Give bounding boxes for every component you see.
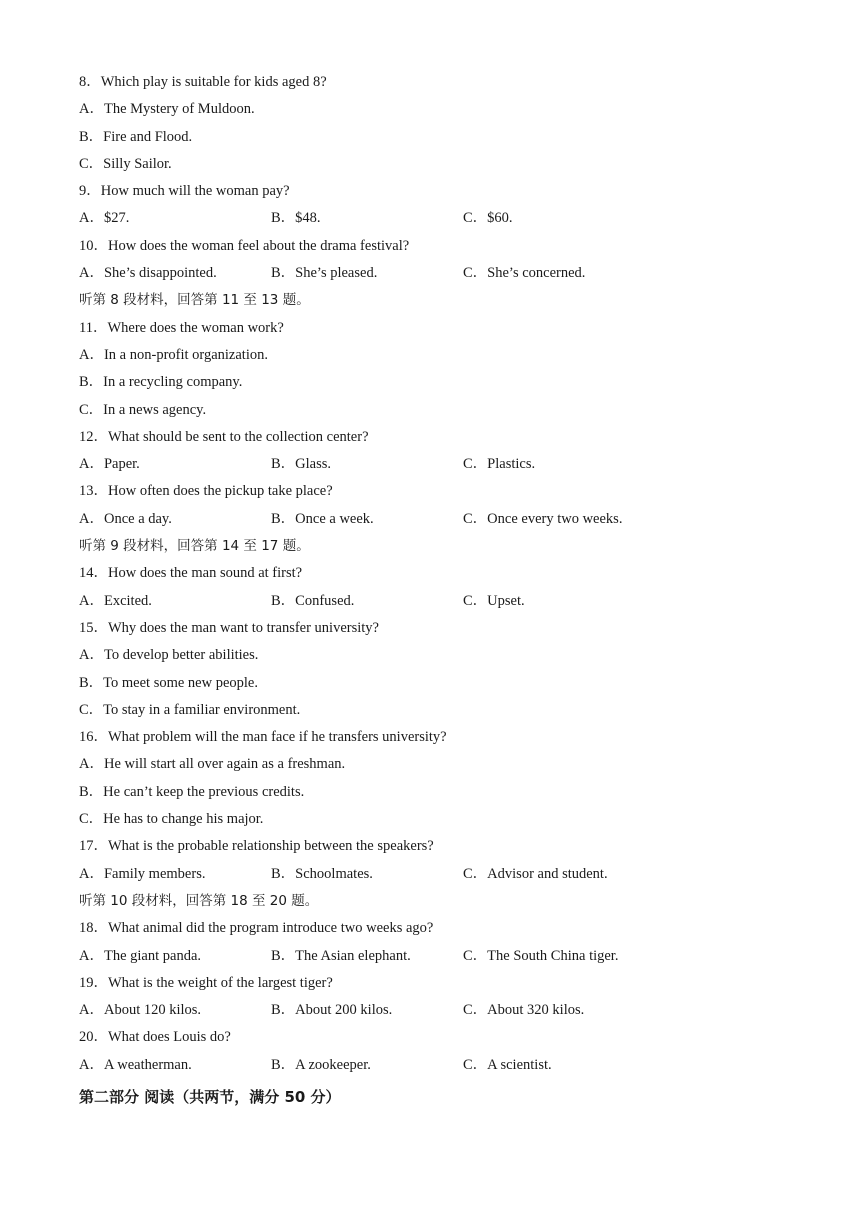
question-stem: 13．How often does the pickup take place? (79, 483, 333, 500)
answer-options-row (79, 260, 799, 287)
question-stem: 9．How much will the woman pay? (79, 183, 290, 200)
answer-option: C．In a news agency. (79, 401, 207, 418)
listening-instruction: 听第 8 段材料，回答第 11 至 13 题。 (79, 292, 310, 309)
answer-options-row (79, 342, 799, 369)
question-stem: 19．What is the weight of the largest tiger? (79, 974, 333, 991)
answer-options-row (79, 861, 799, 888)
question-stem: 16．What problem will the man face if he transfers university? (79, 729, 447, 746)
answer-option: A．About 120 kilos. (79, 1002, 202, 1019)
answer-option: A．To develop better abilities. (79, 647, 259, 664)
listening-instruction: 听第 10 段材料，回答第 18 至 20 题。 (79, 892, 319, 909)
answer-option: C．A scientist. (463, 1056, 552, 1073)
answer-option: C．Silly Sailor. (79, 155, 172, 172)
answer-option: B．About 200 kilos. (271, 1002, 393, 1019)
answer-option: C．He has to change his major. (79, 811, 264, 828)
answer-option: B．Once a week. (271, 510, 374, 527)
answer-option: A．Paper. (79, 456, 140, 473)
answer-options-row (79, 205, 799, 232)
answer-option: B．Fire and Flood. (79, 128, 193, 145)
answer-option: B．A zookeeper. (271, 1056, 371, 1073)
answer-option: C．Plastics. (463, 456, 536, 473)
question-stem: 8．Which play is suitable for kids aged 8? (79, 74, 327, 90)
answer-option: B．In a recycling company. (79, 374, 243, 391)
listening-instruction: 听第 9 段材料，回答第 14 至 17 题。 (79, 538, 310, 555)
answer-option: B．Confused. (271, 592, 355, 609)
answer-options-row (79, 397, 799, 424)
question-stem: 15．Why does the man want to transfer university? (79, 619, 379, 636)
answer-option: C．Upset. (463, 592, 525, 609)
answer-option: A．She’s disappointed. (79, 265, 217, 282)
answer-options-row (79, 124, 799, 151)
answer-options-row (79, 997, 799, 1024)
answer-options-row (79, 751, 799, 778)
answer-option: B．He can’t keep the previous credits. (79, 783, 305, 800)
question-stem: 18．What animal did the program introduce two weeks ago? (79, 920, 434, 937)
answer-option: A．Family members. (79, 865, 206, 882)
question-stem: 20．What does Louis do? (79, 1029, 231, 1046)
question-stem: 17．What is the probable relationship between the speakers? (79, 838, 434, 855)
answer-options-row (79, 642, 799, 669)
answer-option: B．The Asian elephant. (271, 947, 411, 964)
answer-option: C．The South China tiger. (463, 947, 619, 964)
question-stem: 12．What should be sent to the collection center? (79, 428, 369, 445)
answer-option: A．The giant panda. (79, 947, 202, 964)
answer-options-row (79, 1052, 799, 1079)
answer-option: A．$27. (79, 210, 130, 227)
answer-option: A．Excited. (79, 592, 152, 609)
answer-option: C．To stay in a familiar environment. (79, 701, 301, 718)
answer-options-row (79, 779, 799, 806)
answer-option: B．She’s pleased. (271, 265, 378, 282)
question-list (79, 69, 799, 1079)
answer-options-row (79, 697, 799, 724)
answer-options-row (79, 670, 799, 697)
answer-option: A．A weatherman. (79, 1056, 192, 1073)
answer-option: C．About 320 kilos. (463, 1002, 585, 1019)
answer-option: B．To meet some new people. (79, 674, 258, 691)
answer-options-row (79, 806, 799, 833)
answer-option: B．Glass. (271, 456, 332, 473)
answer-option: A．The Mystery of Muldoon. (79, 101, 255, 118)
section-heading: 第二部分 阅读（共两节，满分 50 分） (79, 1088, 341, 1107)
answer-option: A．He will start all over again as a freshman. (79, 756, 346, 773)
answer-option: A．In a non-profit organization. (79, 346, 268, 363)
answer-option: B．$48. (271, 210, 321, 227)
answer-options-row (79, 943, 799, 970)
answer-options-row (79, 369, 799, 396)
answer-option: C．Once every two weeks. (463, 510, 623, 527)
question-stem: 11．Where does the woman work? (79, 319, 284, 336)
answer-options-row (79, 451, 799, 478)
answer-option: C．$60. (463, 210, 513, 227)
question-stem: 10．How does the woman feel about the drama festival? (79, 237, 410, 254)
answer-option: C．She’s concerned. (463, 265, 586, 282)
answer-option: C．Advisor and student. (463, 865, 608, 882)
answer-options-row (79, 151, 799, 178)
answer-options-row (79, 96, 799, 123)
answer-options-row (79, 588, 799, 615)
answer-option: B．Schoolmates. (271, 865, 373, 882)
question-stem: 14．How does the man sound at first? (79, 565, 303, 582)
answer-option: A．Once a day. (79, 510, 172, 527)
answer-options-row (79, 506, 799, 533)
